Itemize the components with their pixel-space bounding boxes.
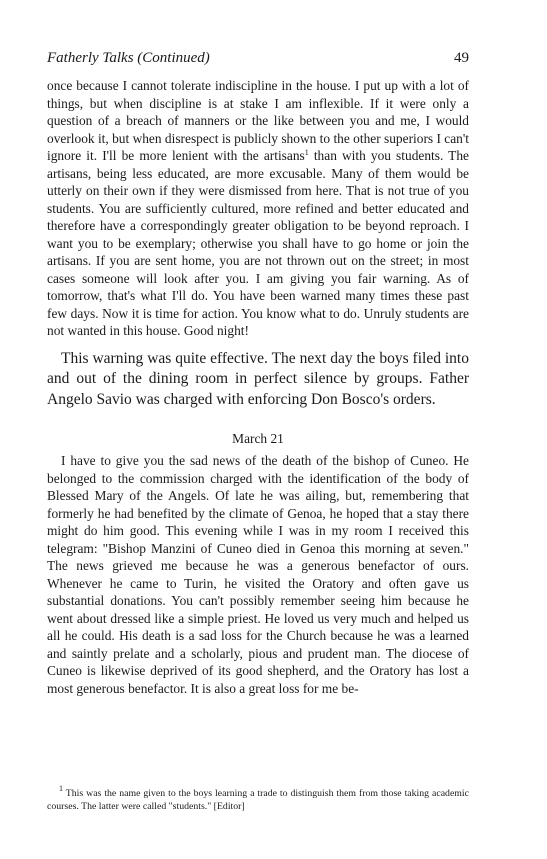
paragraph-text: once because I cannot tolerate indiscipline in the house. I put up with a lot of things, but when discipline is at stake I am inflexible. If it were only a question of a breach of manners or the like between you and me, I would overlook it, but when disrespect is publicly shown to the other superiors I can't ignore it. I'll be more lenient with the artisans bbox=[47, 78, 469, 163]
paragraph-text: I have to give you the sad news of the death of the bishop of Cuneo. He belonged to the commission charged with the identification of the body of Blessed Mary of the Angels. Of late he was ailing, but, remembering that formerly he had benefited by the climate of Genoa, he hoped that a stay there might do him good. This evening while I was in my room I received this telegram: "Bishop Manzini of Cuneo died in Genoa this morning at seven." The news grieved me because he was a generous benefactor of ours. Whenever he came to Turin, he visited the Oratory and often gave us substantial donations. You can't possibly remember seeing him because he went about dressed like a simple priest. He loved us very much and helped us all he could. His death is a sad loss for the Church because he was a learned and saintly prelate and a scholarly, pious and prudent man. The diocese of Cuneo is likewise deprived of its good shepherd, and the Oratory has lost a most generous benefactor. It is also a great loss for me be- bbox=[47, 453, 469, 696]
footnote bbox=[47, 784, 469, 813]
talk-paragraph bbox=[47, 452, 469, 697]
paragraph-continued-talk bbox=[47, 77, 469, 340]
footnote-reference: 1 bbox=[304, 148, 309, 157]
page-header bbox=[47, 50, 469, 70]
footnote-marker: 1 bbox=[59, 784, 63, 793]
narrative-paragraph bbox=[47, 349, 469, 410]
paragraph-text: This warning was quite effective. The next day the boys filed into and out of the dining room in perfect silence by groups. Father Angelo Savio was charged with enforcing Don Bosco's orders. bbox=[47, 350, 469, 408]
page-number: 49 bbox=[454, 50, 469, 66]
date-heading: March 21 bbox=[232, 431, 284, 446]
running-title: Fatherly Talks (Continued) bbox=[47, 50, 210, 66]
footnote-text: This was the name given to the boys learning a trade to distinguish them from those taking academic courses. The latter were called "students." [Editor] bbox=[47, 788, 469, 812]
paragraph-text: than with you students. The artisans, being less educated, are more excusable. Many of them would be utterly on their own if they were dismissed from here. That is not true of you students. You are sufficiently cultured, more refined and better educated and therefore have a correspondingly greater obligation to be beyond reproach. I want you to be exemplary; otherwise you shall have to go home or join the artisans. If you are sent home, you are not thrown out on the street; in most cases someone will look after you. I am giving you fair warning. As of tomorrow, that's what I'll do. You have been warned many times these past few days. Now it is time for action. You know what to do. Unruly students are not wanted in this house. Good night! bbox=[47, 148, 469, 338]
